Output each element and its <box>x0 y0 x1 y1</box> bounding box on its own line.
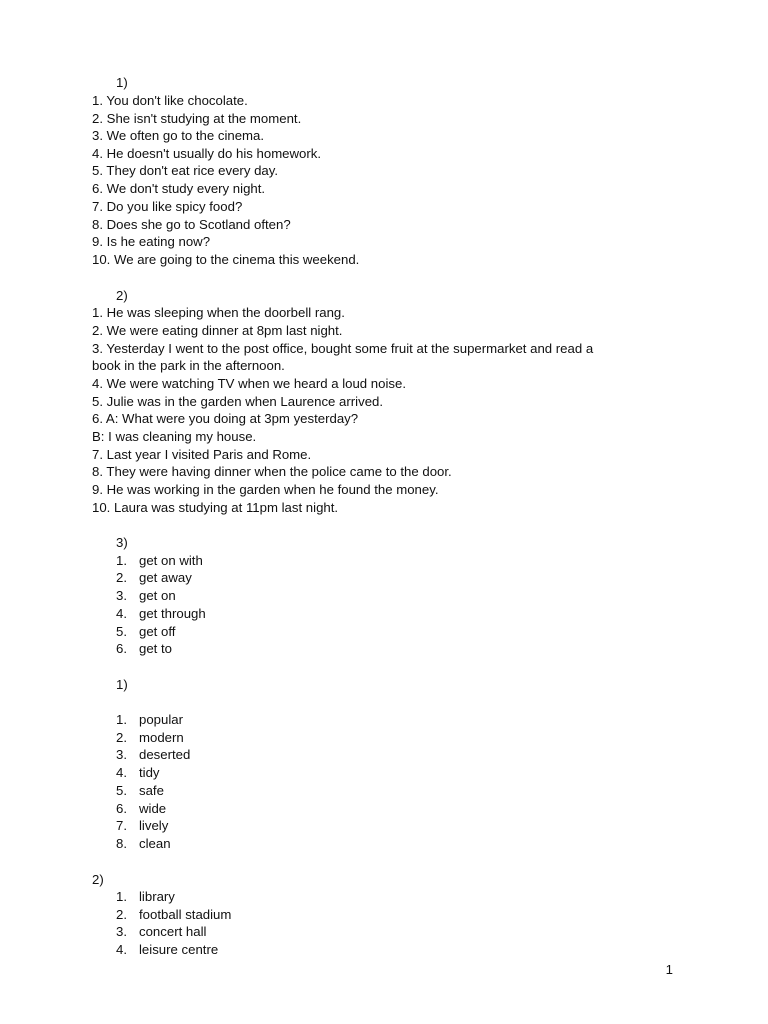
list-item: get on <box>139 588 176 603</box>
list-item: safe <box>139 783 164 798</box>
list-number: 2. <box>116 570 127 585</box>
answer-line: 4. We were watching TV when we heard a loud noise. <box>92 376 406 391</box>
list-number: 1. <box>116 553 127 568</box>
list-item: lively <box>139 818 169 833</box>
answer-line: B: I was cleaning my house. <box>92 429 257 444</box>
list-item: tidy <box>139 765 160 780</box>
list-number: 1. <box>116 712 127 727</box>
answer-line: 2. We were eating dinner at 8pm last night. <box>92 323 343 338</box>
list-item: deserted <box>139 747 191 762</box>
list-item: concert hall <box>139 924 207 939</box>
list-item: modern <box>139 730 184 745</box>
answer-line: 5. They don't eat rice every day. <box>92 163 279 178</box>
section-heading: 2) <box>92 872 104 887</box>
answer-line: 1. You don't like chocolate. <box>92 93 248 108</box>
answer-line: 1. He was sleeping when the doorbell rang. <box>92 305 345 320</box>
section-heading: 1) <box>116 75 128 90</box>
list-item: get away <box>139 570 192 585</box>
section-heading: 3) <box>116 535 128 550</box>
list-number: 5. <box>116 624 127 639</box>
answer-line: 7. Do you like spicy food? <box>92 199 243 214</box>
answer-line: 6. A: What were you doing at 3pm yesterday? <box>92 411 359 426</box>
answer-line: 9. Is he eating now? <box>92 234 211 249</box>
answer-line: 10. Laura was studying at 11pm last night. <box>92 500 339 515</box>
answer-line: 8. They were having dinner when the police came to the door. <box>92 464 452 479</box>
list-item: get on with <box>139 553 203 568</box>
list-item: leisure centre <box>139 942 219 957</box>
answer-line: 5. Julie was in the garden when Laurence arrived. <box>92 394 384 409</box>
list-number: 2. <box>116 730 127 745</box>
list-item: get through <box>139 606 206 621</box>
section-heading: 2) <box>116 288 128 303</box>
answer-line: 3. We often go to the cinema. <box>92 128 265 143</box>
list-number: 6. <box>116 641 127 656</box>
list-number: 4. <box>116 765 127 780</box>
answer-line: 9. He was working in the garden when he found the money. <box>92 482 439 497</box>
list-number: 5. <box>116 783 127 798</box>
list-item: clean <box>139 836 171 851</box>
list-number: 6. <box>116 801 127 816</box>
list-number: 3. <box>116 588 127 603</box>
answer-line: 7. Last year I visited Paris and Rome. <box>92 447 312 462</box>
list-number: 8. <box>116 836 127 851</box>
answer-line: 8. Does she go to Scotland often? <box>92 217 291 232</box>
list-number: 3. <box>116 747 127 762</box>
section-heading: 1) <box>116 677 128 692</box>
answer-line: 3. Yesterday I went to the post office, bought some fruit at the supermarket and read a <box>92 341 594 356</box>
list-number: 7. <box>116 818 127 833</box>
list-item: get off <box>139 624 176 639</box>
answer-line: 10. We are going to the cinema this weekend. <box>92 252 360 267</box>
answer-line: book in the park in the afternoon. <box>92 358 285 373</box>
list-item: get to <box>139 641 172 656</box>
list-number: 4. <box>116 942 127 957</box>
answer-line: 4. He doesn't usually do his homework. <box>92 146 322 161</box>
page-number: 1 <box>665 962 673 977</box>
list-number: 3. <box>116 924 127 939</box>
list-number: 2. <box>116 907 127 922</box>
list-item: popular <box>139 712 183 727</box>
list-item: wide <box>139 801 167 816</box>
list-item: library <box>139 889 175 904</box>
answer-line: 2. She isn't studying at the moment. <box>92 111 302 126</box>
answer-line: 6. We don't study every night. <box>92 181 266 196</box>
list-number: 1. <box>116 889 127 904</box>
list-number: 4. <box>116 606 127 621</box>
list-item: football stadium <box>139 907 232 922</box>
